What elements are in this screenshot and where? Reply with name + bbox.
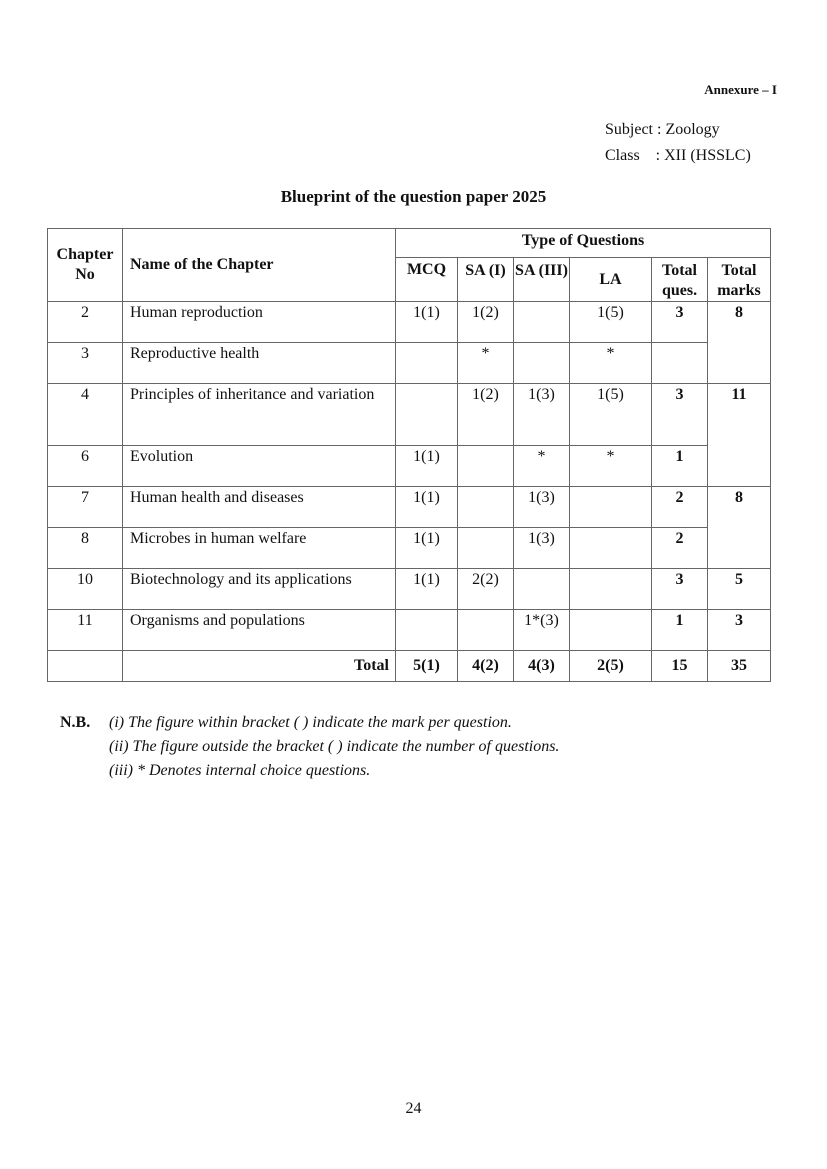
chapter-name: Biotechnology and its applications [123, 569, 396, 610]
chapter-no: 6 [48, 446, 123, 487]
document-title: Blueprint of the question paper 2025 [280, 187, 547, 206]
subject-block [605, 117, 751, 169]
notes-label: N.B. [60, 714, 91, 731]
sa3-cell: 1(3) [514, 384, 570, 446]
total-row-spacer [48, 651, 123, 682]
header-name: Name of the Chapter [123, 229, 396, 302]
header-mcq: MCQ [396, 258, 458, 302]
page-number: 24 [405, 1100, 422, 1117]
la-cell: * [570, 343, 652, 384]
chapter-name: Organisms and populations [123, 610, 396, 651]
sa3-cell [514, 343, 570, 384]
sa1-cell [458, 446, 514, 487]
blueprint-table [47, 228, 771, 682]
chapter-name: Evolution [123, 446, 396, 487]
sa3-cell: 1(3) [514, 528, 570, 569]
subject-line: Subject : Zoology [605, 121, 720, 138]
sa1-cell: 1(2) [458, 384, 514, 446]
total-mcq: 5(1) [396, 651, 458, 682]
total-row [48, 651, 771, 682]
sa1-cell [458, 610, 514, 651]
sa3-cell [514, 302, 570, 343]
chapter-no: 4 [48, 384, 123, 446]
total-ques-cell [652, 343, 708, 384]
chapter-no: 7 [48, 487, 123, 528]
header-chapter-no: Chapter No [48, 229, 123, 302]
table-row [48, 343, 771, 384]
chapter-no: 2 [48, 302, 123, 343]
chapter-name: Microbes in human welfare [123, 528, 396, 569]
total-ques-cell: 2 [652, 528, 708, 569]
note-line: (i) The figure within bracket ( ) indicate the mark per question. [109, 714, 512, 731]
header-sa3: SA (III) [514, 258, 570, 302]
mcq-cell: 1(1) [396, 569, 458, 610]
sa3-cell: 1(3) [514, 487, 570, 528]
total-marks-cell: 8 [708, 487, 771, 569]
sa1-cell: 1(2) [458, 302, 514, 343]
note-line: (iii) * Denotes internal choice questions. [109, 762, 371, 779]
chapter-name: Human reproduction [123, 302, 396, 343]
table-row [48, 302, 771, 343]
la-cell [570, 528, 652, 569]
sa3-cell: 1*(3) [514, 610, 570, 651]
la-cell: 1(5) [570, 302, 652, 343]
header-type-of-questions: Type of Questions [396, 229, 771, 258]
chapter-name: Reproductive health [123, 343, 396, 384]
chapter-name: Human health and diseases [123, 487, 396, 528]
header-la: LA [570, 258, 652, 302]
table-row [48, 487, 771, 528]
annexure-label: Annexure – I [704, 82, 777, 97]
total-ques-cell: 3 [652, 302, 708, 343]
total-label: Total [123, 651, 396, 682]
la-cell [570, 569, 652, 610]
chapter-no: 10 [48, 569, 123, 610]
sa1-cell: 2(2) [458, 569, 514, 610]
chapter-no: 11 [48, 610, 123, 651]
table-row [48, 384, 771, 446]
mcq-cell: 1(1) [396, 528, 458, 569]
total-ques: 15 [652, 651, 708, 682]
mcq-cell: 1(1) [396, 302, 458, 343]
la-cell [570, 610, 652, 651]
notes-lines [109, 711, 729, 783]
class-value: : XII (HSSLC) [655, 147, 751, 164]
la-cell: * [570, 446, 652, 487]
header-sa1: SA (I) [458, 258, 514, 302]
mcq-cell [396, 610, 458, 651]
sa1-cell [458, 487, 514, 528]
sa1-cell [458, 528, 514, 569]
total-marks-cell: 11 [708, 384, 771, 487]
class-label: Class [605, 147, 640, 164]
table-row [48, 569, 771, 610]
la-cell [570, 487, 652, 528]
total-ques-cell: 1 [652, 446, 708, 487]
table-row [48, 610, 771, 651]
note-line: (ii) The figure outside the bracket ( ) indicate the number of questions. [109, 738, 560, 755]
chapter-no: 8 [48, 528, 123, 569]
total-sa1: 4(2) [458, 651, 514, 682]
table-header-row [48, 229, 771, 258]
mcq-cell [396, 384, 458, 446]
total-marks: 35 [708, 651, 771, 682]
total-marks-cell: 8 [708, 302, 771, 384]
la-cell: 1(5) [570, 384, 652, 446]
sa3-cell: * [514, 446, 570, 487]
sa1-cell: * [458, 343, 514, 384]
table-row [48, 528, 771, 569]
total-ques-cell: 3 [652, 569, 708, 610]
total-ques-cell: 2 [652, 487, 708, 528]
mcq-cell [396, 343, 458, 384]
total-marks-cell: 3 [708, 610, 771, 651]
total-ques-cell: 3 [652, 384, 708, 446]
total-la: 2(5) [570, 651, 652, 682]
class-line [605, 143, 751, 169]
total-sa3: 4(3) [514, 651, 570, 682]
sa3-cell [514, 569, 570, 610]
mcq-cell: 1(1) [396, 446, 458, 487]
header-total-ques: Total ques. [652, 258, 708, 302]
total-marks-cell: 5 [708, 569, 771, 610]
chapter-name: Principles of inheritance and variation [123, 384, 396, 446]
total-ques-cell: 1 [652, 610, 708, 651]
mcq-cell: 1(1) [396, 487, 458, 528]
table-row [48, 446, 771, 487]
header-total-marks: Total marks [708, 258, 771, 302]
chapter-no: 3 [48, 343, 123, 384]
